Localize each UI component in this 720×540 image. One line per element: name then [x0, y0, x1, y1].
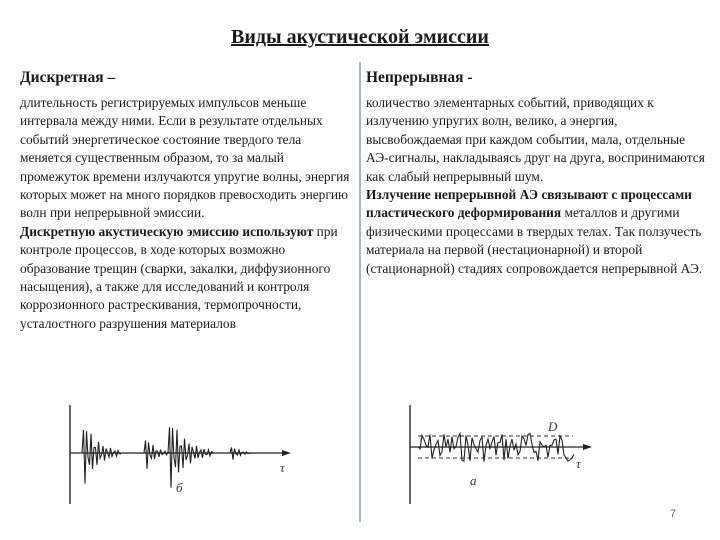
- x-axis-arrow: [583, 444, 592, 450]
- column-divider: [359, 62, 361, 522]
- left-heading: Дискретная –: [20, 69, 116, 86]
- discrete-burst-signal: [82, 427, 251, 488]
- right-heading: Непрерывная -: [366, 69, 473, 86]
- discrete-ae-figure: [60, 400, 300, 515]
- discrete-ae-signal-graphic: [60, 400, 300, 510]
- left-paragraph-2-rest: при контроле процессов, в ходе которых возможно образование трещин (сварки, закалки, диффузионного насыщения), а также для исследований и контроля коррозионного растрескивания, термопрочности, усталостного разрушения материалов: [20, 223, 338, 331]
- page-number: 7: [669, 508, 676, 520]
- discrete-figure-caption: б: [176, 480, 183, 495]
- right-column: [366, 68, 706, 278]
- continuous-level-label: D: [548, 419, 558, 434]
- left-paragraph-2-bold: Дискретную акустическую эмиссию используют: [20, 223, 314, 239]
- right-paragraph-2: [366, 186, 706, 278]
- continuous-ae-figure: [398, 400, 598, 515]
- slide-title: Виды акустической эмиссии: [231, 26, 489, 48]
- right-paragraph-2-rest: металлов и другими физическими процессами в твердых телах. Так ползучесть материала на первой (нестационарной) и второй (стационарной) стадиях сопровождается непрерывной АЭ.: [366, 205, 703, 276]
- x-axis-arrow: [282, 450, 291, 456]
- continuous-figure-caption: а: [470, 473, 477, 488]
- left-column: [20, 68, 355, 333]
- continuous-axis-label: τ: [576, 456, 581, 471]
- left-paragraph-1: длительность регистрируемых импульсов меньше интервала между ними. Если в результате отдельных событий энергетическое состояние твердого тела меняется существенным образом, то за малый промежуток времени излучаются упругие волны, энергия которых может на много порядков превосходить энергию волн при непрерывной эмиссии.: [20, 95, 350, 221]
- continuous-ae-signal-graphic: [398, 400, 598, 510]
- discrete-axis-label: τ: [280, 460, 285, 475]
- left-paragraph-2: [20, 223, 355, 333]
- right-paragraph-1: количество элементарных событий, приводящих к излучению упругих волн, велико, а энергия, высвобождаемая при каждом событии, мала, отдельные АЭ-сигналы, накладываясь друг на друга, воспринимаются как слабый непрерывный шум.: [366, 95, 705, 184]
- right-paragraph-2-bold: Излучение непрерывной АЭ связывают с процессами пластического деформирования: [366, 187, 692, 221]
